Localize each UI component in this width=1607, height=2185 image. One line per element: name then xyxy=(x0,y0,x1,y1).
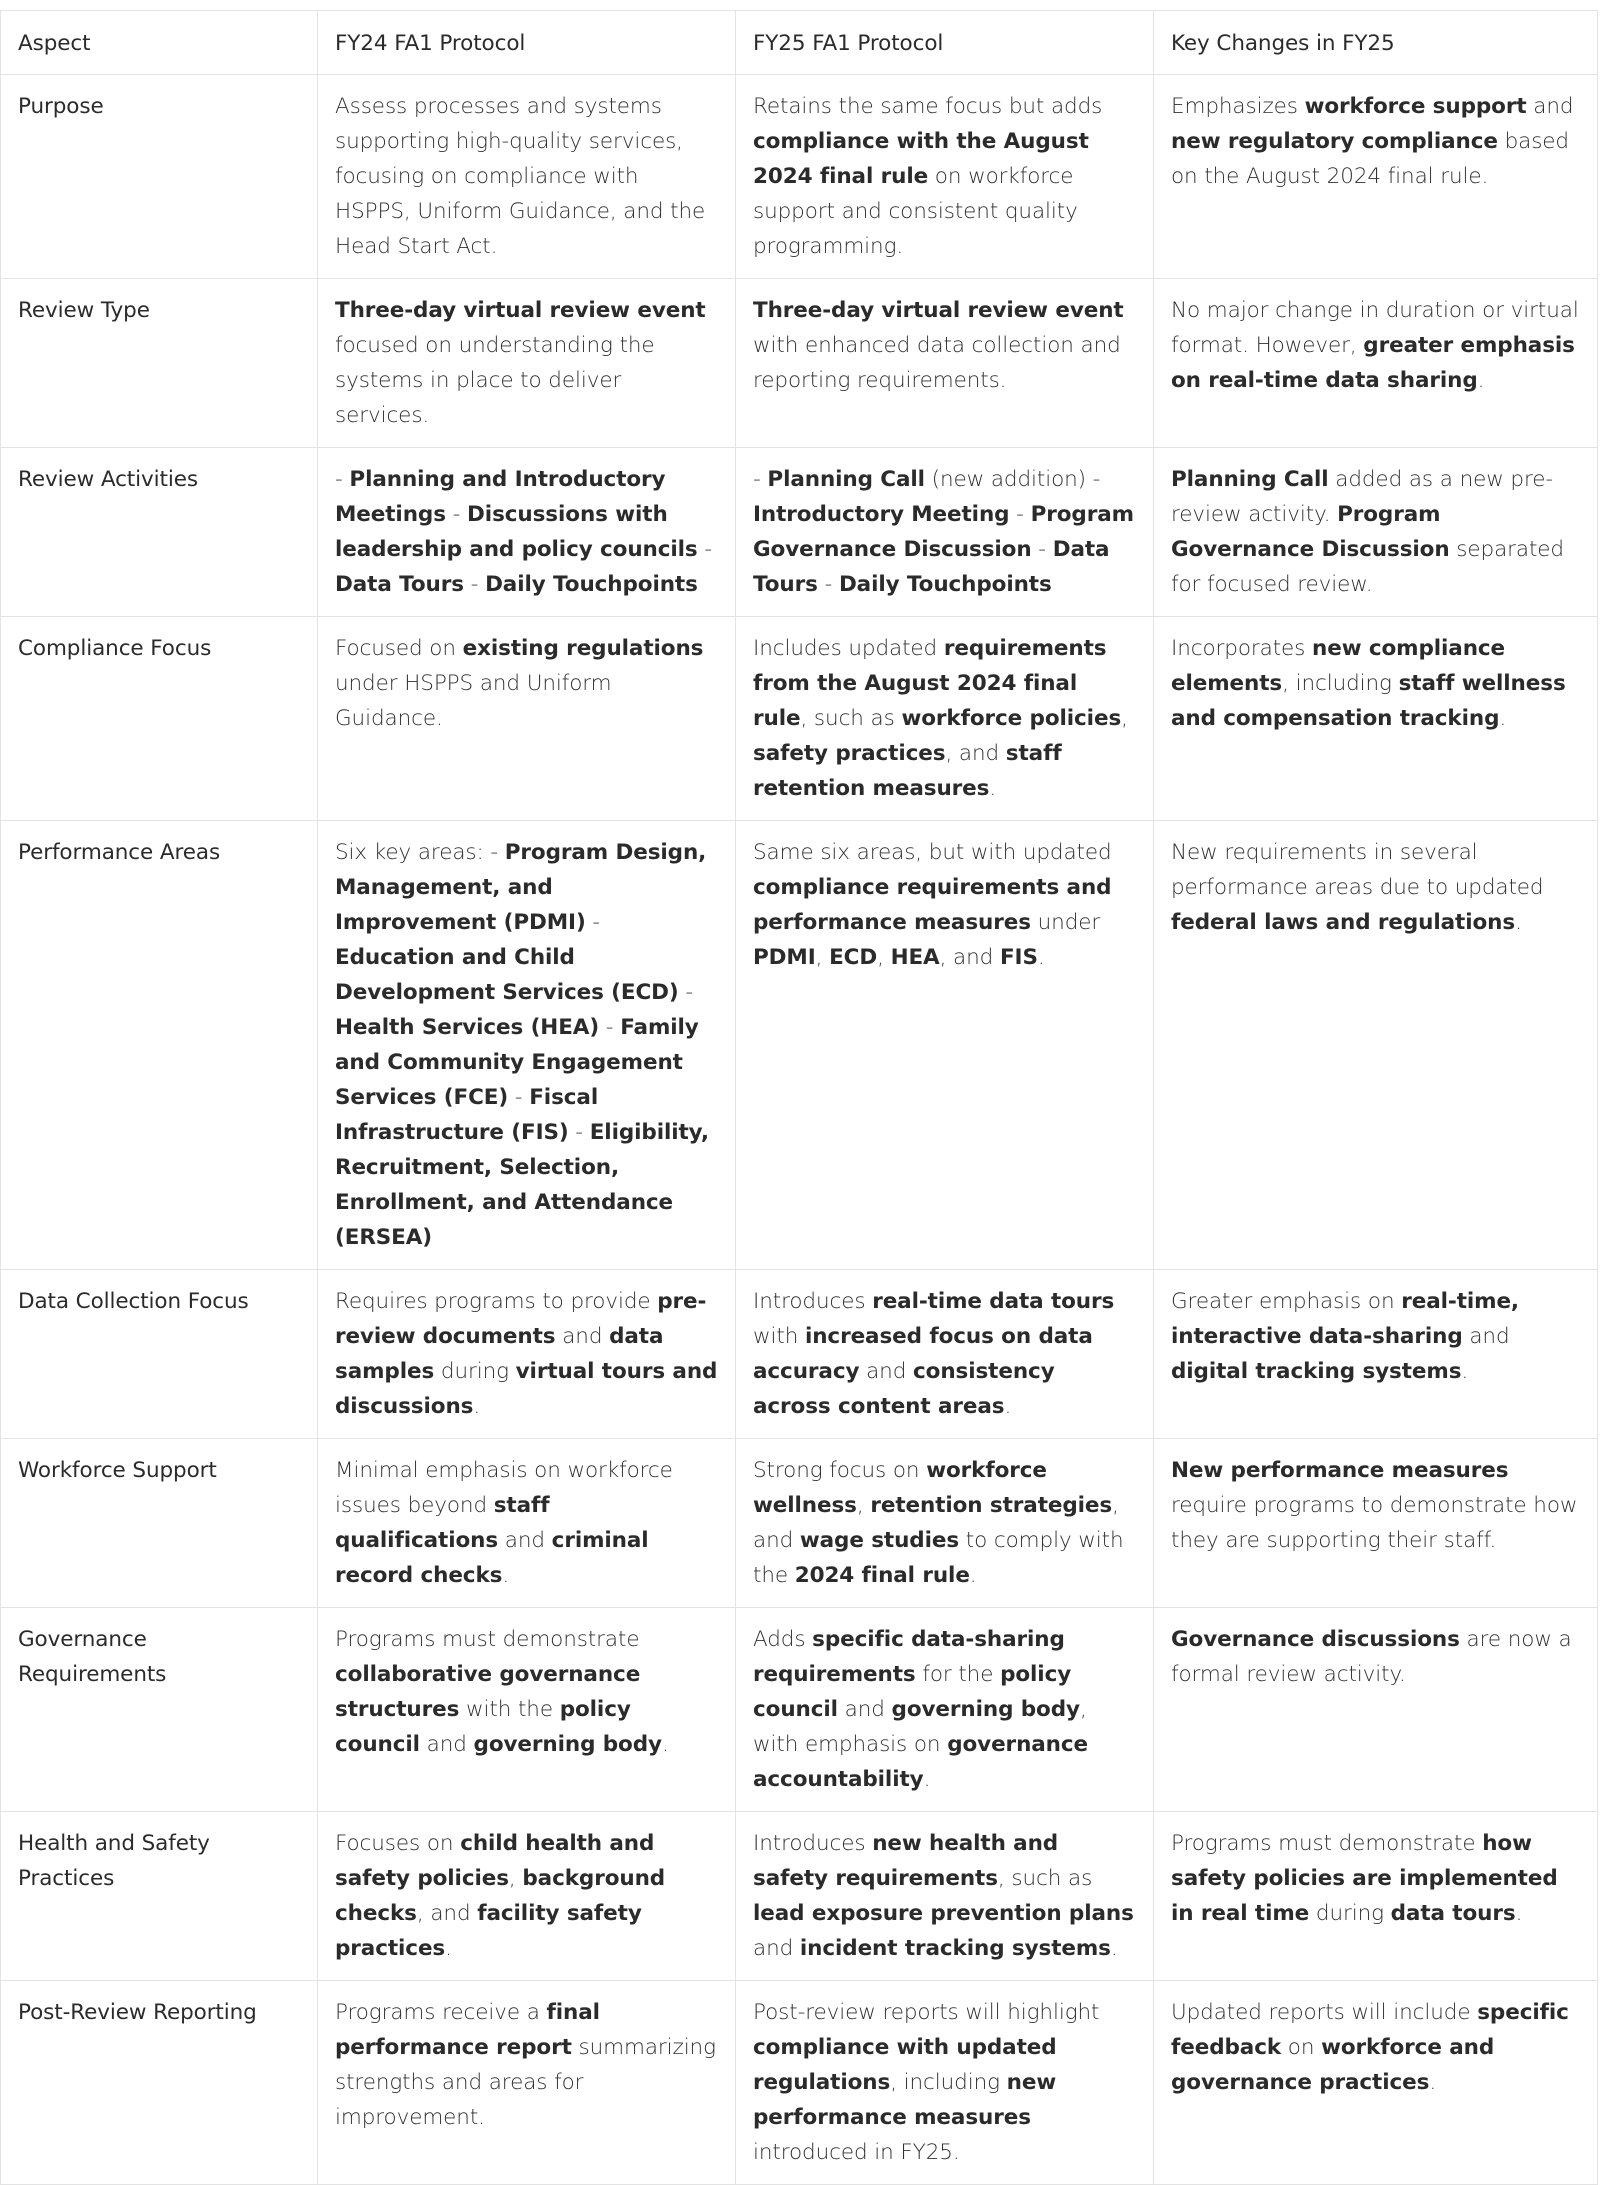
bold-text: pre-review documents xyxy=(335,1289,707,1349)
bold-text: specific data-sharing requirements xyxy=(753,1627,1065,1687)
key-changes-cell xyxy=(1154,617,1598,821)
table-row xyxy=(1,1981,1598,2185)
table-row xyxy=(1,279,1598,448)
bold-text: Data Tours xyxy=(753,537,1110,597)
text: No major change in duration or virtual format. However, xyxy=(1171,298,1579,358)
text: Programs must demonstrate xyxy=(1171,1831,1483,1856)
text: Post-review reports will highlight xyxy=(753,2000,1100,2025)
text: Introduces xyxy=(753,1289,873,1314)
text: , such as xyxy=(997,1866,1093,1891)
bold-text: existing regulations xyxy=(462,636,704,661)
bold-text: new performance measures xyxy=(753,2070,1057,2130)
table-row xyxy=(1,1812,1598,1981)
bold-text: policy council xyxy=(753,1662,1072,1722)
fy25-cell xyxy=(736,75,1154,279)
fy24-cell xyxy=(318,448,736,617)
text: - xyxy=(335,467,350,492)
fy24-cell xyxy=(318,1812,736,1981)
bold-text: Planning and Introductory Meetings xyxy=(335,467,666,527)
text: , with emphasis on xyxy=(753,1697,1087,1757)
text: and xyxy=(555,1324,610,1349)
text: under HSPPS and Uniform Guidance. xyxy=(335,671,612,731)
text: added as a new pre-review activity. xyxy=(1171,467,1554,527)
fy24-cell xyxy=(318,1270,736,1439)
bold-text: Education and Child Development Services (ECD) xyxy=(335,945,679,1005)
text: . xyxy=(445,1936,452,1961)
text: (new addition) - xyxy=(924,467,1101,492)
table-row xyxy=(1,617,1598,821)
text: - xyxy=(753,467,768,492)
bold-text: compliance with the August 2024 final rule xyxy=(753,129,1089,189)
key-changes-cell xyxy=(1154,1981,1598,2185)
bold-text: policy council xyxy=(335,1697,631,1757)
text: on workforce support and consistent quality programming. xyxy=(753,164,1078,259)
key-changes-cell xyxy=(1154,821,1598,1270)
text: Incorporates xyxy=(1171,636,1312,661)
text: , xyxy=(877,945,891,970)
fy24-cell xyxy=(318,617,736,821)
text: are now a formal review activity. xyxy=(1171,1627,1572,1687)
text: Requires programs to provide xyxy=(335,1289,658,1314)
bold-text: governance accountability xyxy=(753,1732,1089,1792)
key-changes-cell xyxy=(1154,1812,1598,1981)
bold-text: compliance requirements and performance measures xyxy=(753,875,1112,935)
text: introduced in FY25. xyxy=(753,2140,960,2165)
bold-text: real-time data tours xyxy=(872,1289,1115,1314)
fy25-cell xyxy=(736,448,1154,617)
bold-text: facility safety practices xyxy=(335,1901,642,1961)
key-changes-cell xyxy=(1154,1270,1598,1439)
text: Focuses on xyxy=(335,1831,461,1856)
bold-text: Three-day virtual review event xyxy=(753,298,1124,323)
text: and xyxy=(419,1732,474,1757)
fy25-cell xyxy=(736,821,1154,1270)
bold-text: how safety policies are implemented in real time xyxy=(1171,1831,1558,1926)
text: - xyxy=(599,1015,621,1040)
text: require programs to demonstrate how they are supporting their staff. xyxy=(1171,1493,1578,1553)
text: . xyxy=(1515,910,1522,935)
bold-text: background checks xyxy=(335,1866,666,1926)
text: . xyxy=(989,776,997,801)
bold-text: final performance report xyxy=(335,2000,600,2060)
bold-text: increased focus on data accuracy xyxy=(753,1324,1093,1384)
fy24-cell xyxy=(318,1608,736,1812)
table-body xyxy=(1,75,1598,2185)
text: and xyxy=(1526,94,1574,119)
text: - xyxy=(585,910,601,935)
text: . xyxy=(1499,706,1507,731)
bold-text: Program Design, Management, and Improvement (PDMI) xyxy=(335,840,707,935)
bold-text: workforce policies xyxy=(901,706,1122,731)
text: - xyxy=(697,537,713,562)
text: during xyxy=(434,1359,516,1384)
fy24-cell xyxy=(318,821,736,1270)
fy25-cell xyxy=(736,617,1154,821)
fy24-cell xyxy=(318,75,736,279)
text: . xyxy=(1477,368,1485,393)
text: - xyxy=(568,1120,590,1145)
bold-text: FIS xyxy=(999,945,1038,970)
text: . xyxy=(1515,1901,1523,1926)
text: Emphasizes xyxy=(1171,94,1305,119)
table-row xyxy=(1,821,1598,1270)
aspect-cell: Health and Safety Practices xyxy=(1,1812,318,1981)
aspect-cell: Compliance Focus xyxy=(1,617,318,821)
text: to comply with the xyxy=(753,1528,1124,1588)
bold-text: Data Tours xyxy=(335,572,464,597)
fy24-cell xyxy=(318,279,736,448)
text: , and xyxy=(753,1493,1119,1553)
table-row xyxy=(1,1439,1598,1608)
table-row xyxy=(1,75,1598,279)
text: Greater emphasis on xyxy=(1171,1289,1402,1314)
text: Programs must demonstrate xyxy=(335,1627,640,1652)
bold-text: ECD xyxy=(829,945,878,970)
bold-text: Discussions with leadership and policy councils xyxy=(335,502,698,562)
text: with enhanced data collection and reporting requirements. xyxy=(753,333,1121,393)
bold-text: Health Services (HEA) xyxy=(335,1015,600,1040)
text: , and xyxy=(945,741,1006,766)
bold-text: new regulatory compliance xyxy=(1171,129,1498,154)
text: and xyxy=(837,1697,892,1722)
text: . xyxy=(661,1732,669,1757)
bold-text: Family and Community Engagement Services (FCE) xyxy=(335,1015,699,1110)
bold-text: collaborative governance structures xyxy=(335,1662,641,1722)
bold-text: New performance measures xyxy=(1171,1458,1509,1483)
text: Adds xyxy=(753,1627,813,1652)
text: with the xyxy=(459,1697,560,1722)
key-changes-cell xyxy=(1154,1608,1598,1812)
bold-text: lead exposure prevention plans xyxy=(753,1901,1134,1926)
text: under xyxy=(1030,910,1101,935)
fy24-cell xyxy=(318,1981,736,2185)
text: . xyxy=(502,1563,510,1588)
text: , xyxy=(1121,706,1128,731)
aspect-cell: Data Collection Focus xyxy=(1,1270,318,1439)
text: - xyxy=(445,502,468,527)
text: and xyxy=(1462,1324,1510,1349)
text: and xyxy=(753,1936,800,1961)
fy25-cell xyxy=(736,1439,1154,1608)
bold-text: workforce wellness xyxy=(753,1458,1047,1518)
text: , and xyxy=(939,945,1000,970)
header-fy25: FY25 FA1 Protocol xyxy=(736,11,1154,75)
bold-text: incident tracking systems xyxy=(799,1936,1111,1961)
bold-text: 2024 final rule xyxy=(794,1563,970,1588)
aspect-cell: Governance Requirements xyxy=(1,1608,318,1812)
bold-text: greater emphasis on real-time data sharing xyxy=(1171,333,1575,393)
text: - xyxy=(463,572,486,597)
text: , xyxy=(508,1866,523,1891)
text: Includes updated xyxy=(753,636,944,661)
bold-text: Introductory Meeting xyxy=(753,502,1010,527)
table-row xyxy=(1,1270,1598,1439)
aspect-cell: Workforce Support xyxy=(1,1439,318,1608)
bold-text: child health and safety policies xyxy=(335,1831,655,1891)
bold-text: Three-day virtual review event xyxy=(335,298,706,323)
aspect-cell: Purpose xyxy=(1,75,318,279)
bold-text: governing body xyxy=(891,1697,1080,1722)
bold-text: requirements from the August 2024 final rule xyxy=(753,636,1107,731)
bold-text: Eligibility, Recruitment, Selection, Enrollment, and Attendance (ERSEA) xyxy=(335,1120,709,1250)
bold-text: staff qualifications xyxy=(335,1493,550,1553)
table-row xyxy=(1,1608,1598,1812)
header-fy24: FY24 FA1 Protocol xyxy=(318,11,736,75)
text: Minimal emphasis on workforce issues beyond xyxy=(335,1458,673,1518)
text: - xyxy=(678,980,694,1005)
bold-text: safety practices xyxy=(753,741,946,766)
bold-text: Daily Touchpoints xyxy=(485,572,698,597)
text: , including xyxy=(890,2070,1007,2095)
text: and xyxy=(498,1528,552,1553)
text: Updated reports will include xyxy=(1171,2000,1478,2025)
comparison-table-container xyxy=(0,10,1597,2185)
text: for the xyxy=(915,1662,1001,1687)
text: separated for focused review. xyxy=(1171,537,1564,597)
text: based on the August 2024 final rule. xyxy=(1171,129,1569,189)
bold-text: virtual tours and discussions xyxy=(335,1359,718,1419)
bold-text: governing body xyxy=(473,1732,662,1757)
bold-text: specific feedback xyxy=(1171,2000,1569,2060)
fy25-cell xyxy=(736,1270,1154,1439)
bold-text: workforce and governance practices xyxy=(1171,2035,1495,2095)
text: - xyxy=(1031,537,1053,562)
table-header xyxy=(1,11,1598,75)
fy24-cell xyxy=(318,1439,736,1608)
text: Retains the same focus but adds xyxy=(753,94,1103,119)
bold-text: consistency across content areas xyxy=(753,1359,1055,1419)
text: Assess processes and systems supporting high-quality services, focusing on compliance with HSPPS, Uniform Guidance, and the Head Start Act. xyxy=(335,94,706,259)
bold-text: HEA xyxy=(890,945,940,970)
bold-text: new health and safety requirements xyxy=(753,1831,1059,1891)
aspect-cell: Review Activities xyxy=(1,448,318,617)
bold-text: federal laws and regulations xyxy=(1171,910,1516,935)
bold-text: real-time, interactive data-sharing xyxy=(1171,1289,1520,1349)
text: , xyxy=(856,1493,871,1518)
text: , such as xyxy=(800,706,902,731)
key-changes-cell xyxy=(1154,75,1598,279)
bold-text: Planning Call xyxy=(767,467,925,492)
key-changes-cell xyxy=(1154,1439,1598,1608)
bold-text: Program Governance Discussion xyxy=(1171,502,1450,562)
text: with xyxy=(753,1324,805,1349)
text: on xyxy=(1281,2035,1322,2060)
text: , xyxy=(815,945,830,970)
text: Focused on xyxy=(335,636,463,661)
aspect-cell: Performance Areas xyxy=(1,821,318,1270)
bold-text: new compliance elements xyxy=(1171,636,1506,696)
text: - xyxy=(508,1085,530,1110)
text: during xyxy=(1309,1901,1391,1926)
header-aspect: Aspect xyxy=(1,11,318,75)
text: focused on understanding the systems in place to deliver services. xyxy=(335,333,655,428)
header-row xyxy=(1,11,1598,75)
aspect-cell: Review Type xyxy=(1,279,318,448)
bold-text: criminal record checks xyxy=(335,1528,649,1588)
text: . xyxy=(1037,945,1045,970)
text: . xyxy=(1429,2070,1437,2095)
text: Introduces xyxy=(753,1831,873,1856)
bold-text: Governance discussions xyxy=(1171,1627,1460,1652)
text: . xyxy=(1110,1936,1118,1961)
fy25-cell xyxy=(736,279,1154,448)
fy25-cell xyxy=(736,1608,1154,1812)
bold-text: wage studies xyxy=(799,1528,960,1553)
text: . xyxy=(923,1767,931,1792)
aspect-cell: Post-Review Reporting xyxy=(1,1981,318,2185)
bold-text: staff retention measures xyxy=(753,741,1062,801)
bold-text: Fiscal Infrastructure (FIS) xyxy=(335,1085,599,1145)
text: New requirements in several performance areas due to updated xyxy=(1171,840,1544,900)
text: Same six areas, but with updated xyxy=(753,840,1112,865)
key-changes-cell xyxy=(1154,279,1598,448)
text: . xyxy=(1461,1359,1469,1384)
text: - xyxy=(817,572,839,597)
bold-text: workforce support xyxy=(1304,94,1527,119)
text: , including xyxy=(1282,671,1399,696)
bold-text: Program Governance Discussion xyxy=(753,502,1134,562)
text: . xyxy=(969,1563,977,1588)
bold-text: staff wellness and compensation tracking xyxy=(1171,671,1566,731)
bold-text: PDMI xyxy=(753,945,816,970)
bold-text: retention strategies xyxy=(870,1493,1113,1518)
fy25-cell xyxy=(736,1981,1154,2185)
bold-text: compliance with updated regulations xyxy=(753,2035,1057,2095)
bold-text: Planning Call xyxy=(1171,467,1329,492)
bold-text: digital tracking systems xyxy=(1171,1359,1462,1384)
comparison-table xyxy=(0,10,1598,2185)
text: , and xyxy=(416,1901,478,1926)
bold-text: data tours xyxy=(1390,1901,1516,1926)
fy25-cell xyxy=(736,1812,1154,1981)
text: . xyxy=(1004,1394,1012,1419)
bold-text: data samples xyxy=(335,1324,664,1384)
key-changes-cell xyxy=(1154,448,1598,617)
text: Programs receive a xyxy=(335,2000,547,2025)
table-row xyxy=(1,448,1598,617)
text: . xyxy=(473,1394,481,1419)
header-key-changes: Key Changes in FY25 xyxy=(1154,11,1598,75)
text: Six key areas: - xyxy=(335,840,505,865)
bold-text: Daily Touchpoints xyxy=(838,572,1052,597)
text: - xyxy=(1009,502,1031,527)
text: Strong focus on xyxy=(753,1458,927,1483)
text: summarizing strengths and areas for improvement. xyxy=(335,2035,716,2130)
text: and xyxy=(859,1359,913,1384)
